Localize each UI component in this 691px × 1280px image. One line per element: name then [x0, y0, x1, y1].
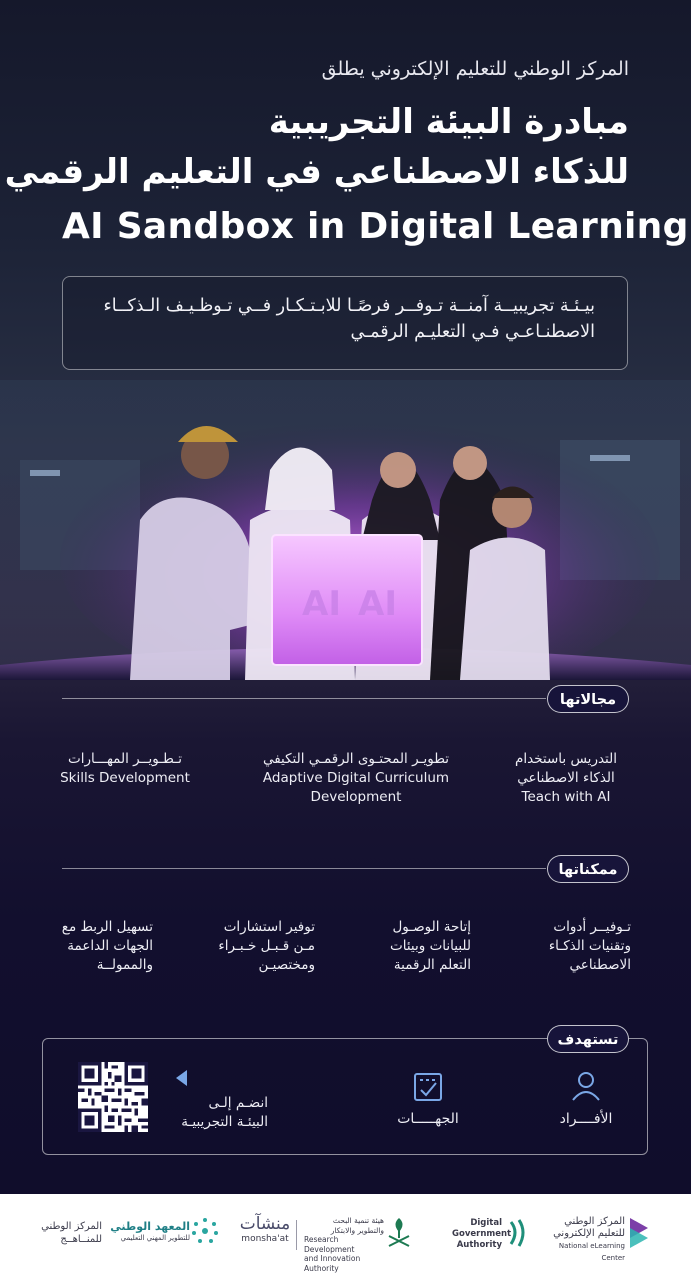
- targets-label: تستهدف: [547, 1025, 629, 1053]
- field-adaptive-en1: Adaptive Digital Curriculum: [262, 770, 450, 786]
- enabler-tools-l1: تـوفيــر أدوات: [553, 919, 631, 935]
- enabler-data-l3: التعلم الرقمية: [393, 957, 471, 973]
- enabler-fund-l3: والممولــة: [96, 957, 153, 973]
- hero-illustration: [0, 380, 691, 680]
- enabler-data-l1: إتاحة الوصـول: [392, 919, 471, 935]
- field-skills-ar: تـطـويــر المهـــارات: [68, 751, 182, 767]
- title-english: AI Sandbox in Digital Learning: [62, 206, 689, 247]
- intro-box: [62, 276, 628, 370]
- enabler-ai-tools: [511, 918, 631, 975]
- building-icon: [410, 1068, 446, 1104]
- rdia-ar2: والتطوير والابتكار: [330, 1225, 384, 1235]
- title-line-2: للذكاء الاصطناعي في التعليم الرقمي: [4, 152, 629, 192]
- field-teach-with-ai: [501, 750, 631, 807]
- enablers-divider: [62, 868, 546, 869]
- field-teach-ar2: الذكاء الاصطناعي: [517, 770, 615, 786]
- institute-ar1: المعهد الوطني: [110, 1220, 190, 1233]
- field-skills-en: Skills Development: [60, 770, 190, 786]
- enabler-funding-connect: [33, 918, 153, 975]
- enablers-label: ممكناتها: [547, 855, 629, 883]
- logo-divider: [296, 1220, 297, 1250]
- nelc-ar1: المركز الوطني: [564, 1216, 625, 1227]
- enabler-fund-l2: الجهات الداعمة: [67, 938, 153, 954]
- dga-en1: Digital: [470, 1218, 502, 1228]
- people-with-ai-cube-illustration: [0, 380, 691, 680]
- enabler-data-l2: للبيانات وبيئات: [390, 938, 471, 954]
- institute-logo: [108, 1220, 190, 1244]
- rdia-ar1: هيئة تنمية البحث: [332, 1216, 384, 1225]
- institute-logo-icon: [190, 1216, 220, 1246]
- join-line-1: انضـم إلـى: [208, 1095, 268, 1111]
- dga-ar1: [460, 1218, 504, 1229]
- arrow-left-icon: [176, 1070, 188, 1086]
- field-adaptive-en2: Development: [310, 789, 402, 805]
- dga-en2: Government: [452, 1229, 512, 1239]
- nelc-logo-icon: [628, 1214, 650, 1250]
- field-teach-ar1: التدريس باستخدام: [515, 751, 617, 767]
- enabler-tools-l2: وتقنيات الذكـاء: [548, 938, 631, 954]
- monshaat-logo: [238, 1214, 292, 1245]
- dga-ar2: [460, 1229, 504, 1240]
- join-line-2: البيئـة التجريبيـة: [181, 1114, 268, 1130]
- field-skills-development: [50, 750, 200, 788]
- rdia-en1: Research Development: [304, 1235, 355, 1254]
- nelc-en: National eLearning Center: [558, 1242, 625, 1262]
- qr-code[interactable]: [78, 1062, 148, 1132]
- monshaat-en: monsha'at: [241, 1234, 289, 1244]
- enabler-consultations: [195, 918, 315, 975]
- institute-ar2: للتطوير المهني التعليمي: [120, 1234, 190, 1242]
- enabler-consult-l1: توفير استشارات: [223, 919, 315, 935]
- cube-label-right: AI: [358, 584, 397, 624]
- curricula-logo: [30, 1220, 102, 1246]
- field-teach-en: Teach with AI: [521, 789, 611, 805]
- intro-line-1: بيـئـة تجريبيــة آمنــة تـوفــر فرصًـا للابـتـكـار فــي تـوظـيـف الـذكــاء: [103, 296, 595, 316]
- field-adaptive-curriculum: [246, 750, 466, 807]
- target-entities: الجهـــــات: [397, 1111, 459, 1127]
- title-line-1: مبادرة البيئة التجريبية: [268, 102, 629, 142]
- dga-en3: Authority: [456, 1240, 502, 1250]
- saudi-emblem-icon: [386, 1216, 412, 1248]
- curricula-ar1: المركز الوطني: [41, 1221, 102, 1232]
- qr-code-icon: [78, 1062, 148, 1132]
- rdia-en2: and Innovation Authority: [304, 1254, 361, 1273]
- target-individuals: الأفــــراد: [559, 1111, 613, 1127]
- partners-footer: [0, 1194, 691, 1280]
- enabler-fund-l1: تسهيل الربط مع: [61, 919, 153, 935]
- intro-line-2: الاصطنـاعـي فـي التعليـم الرقمـي: [350, 322, 595, 342]
- fields-divider: [62, 698, 546, 699]
- dga-ar3: [460, 1240, 504, 1251]
- curricula-ar2: للمنــاهــج: [60, 1234, 102, 1245]
- fields-label: مجالاتها: [547, 685, 629, 713]
- monshaat-ar: منشآت: [239, 1214, 291, 1234]
- nelc-logo: [535, 1216, 625, 1264]
- join-sandbox-link[interactable]: [160, 1094, 268, 1132]
- field-adaptive-ar: تطويـر المحتـوى الرقمـي التكيفي: [262, 751, 450, 767]
- nelc-ar2: للتعليم الإلكتروني: [553, 1228, 625, 1239]
- enabler-data-access: [351, 918, 471, 975]
- cube-label-left: AI: [302, 584, 341, 624]
- enabler-consult-l2: مـن قـبـل خـبـراء: [218, 938, 315, 954]
- enabler-consult-l3: ومختصيـن: [258, 957, 315, 973]
- subtitle: المركز الوطني للتعليم الإلكتروني يطلق: [321, 58, 629, 80]
- person-icon: [568, 1068, 604, 1104]
- rdia-logo: [304, 1216, 384, 1273]
- enabler-tools-l3: الاصطناعي: [569, 957, 631, 973]
